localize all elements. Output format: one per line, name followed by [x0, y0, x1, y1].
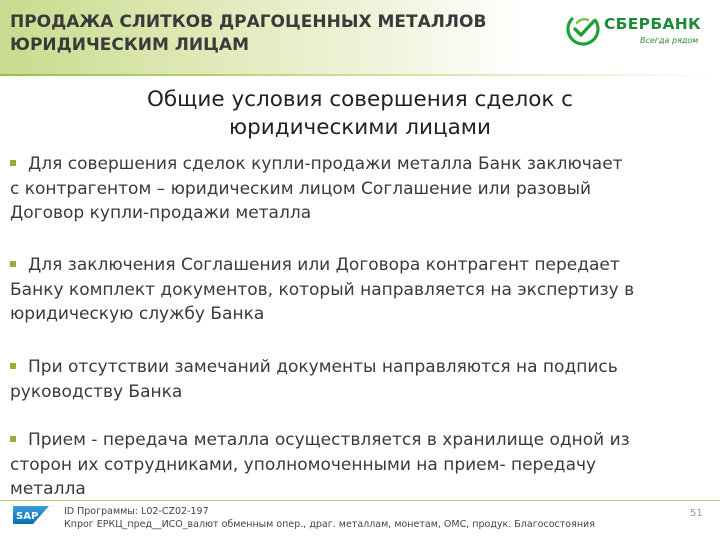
- bullet-text: юридическую службу Банка: [10, 304, 265, 324]
- slide-subtitle-line-2: юридическими лицами: [228, 115, 491, 140]
- bullet-line: [10, 253, 710, 278]
- page-title-line-1: ПРОДАЖА СЛИТКОВ ДРАГОЦЕННЫХ МЕТАЛЛОВ: [10, 12, 487, 32]
- bullet-text: руководству Банка: [10, 381, 183, 402]
- bullet-marker-icon: [10, 261, 16, 267]
- bullet-text: сторон их сотрудниками, уполномоченными на прием- передачу: [10, 454, 597, 475]
- header-divider: [0, 74, 720, 76]
- page-title-line-2: ЮРИДИЧЕСКИМ ЛИЦАМ: [10, 35, 249, 55]
- sap-logo-icon: [13, 506, 49, 524]
- bullet-marker-icon: [10, 436, 16, 442]
- bullet-text: с контрагентом – юридическим лицом Соглашение или разовый: [10, 178, 592, 199]
- bullet-line: [10, 152, 710, 177]
- bullet-marker-icon: [10, 160, 16, 166]
- program-path: Кпрог ЕРКЦ_пред__ИСО_валют обменным опер., драг. металлам, монетам, ОМС, продук. Благосостояния: [64, 519, 595, 530]
- sap-logo-label: SAP: [16, 511, 39, 522]
- bullet-text: При отсутствии замечаний документы направляются на подпись: [28, 357, 618, 377]
- bullet-item: [10, 253, 710, 327]
- bullet-text: Прием - передача металла осуществляется в хранилище одной из: [28, 430, 630, 450]
- logo-name: СБЕРБАНК: [604, 15, 701, 33]
- bullet-item: [10, 428, 710, 502]
- logo-tagline: Всегда рядом: [640, 36, 699, 45]
- sberbank-logo: [566, 12, 716, 52]
- sberbank-logo-icon: [566, 12, 600, 46]
- header-band: [0, 0, 720, 74]
- slide-subtitle-line-1: Общие условия совершения сделок с: [147, 87, 573, 112]
- slide-subtitle: [90, 86, 630, 142]
- page-number: 51: [690, 508, 703, 519]
- bullet-item: [10, 355, 710, 404]
- footer-divider: [0, 500, 720, 501]
- program-id: ID Программы: L02-CZ02-197: [64, 506, 209, 517]
- bullet-line: [10, 428, 710, 453]
- bullet-text: Для совершения сделок купли-продажи металла Банк заключает: [28, 154, 623, 174]
- footer-info: [64, 505, 595, 531]
- bullet-text: Для заключения Соглашения или Договора контрагент передает: [28, 255, 620, 275]
- bullet-line: [10, 355, 710, 380]
- bullet-text: металла: [10, 479, 86, 499]
- page-title: [10, 11, 530, 57]
- bullet-marker-icon: [10, 363, 16, 369]
- bullet-item: [10, 152, 710, 226]
- bullet-text: Банку комплект документов, который направляется на экспертизу в: [10, 279, 635, 300]
- bullet-text: Договор купли-продажи металла: [10, 203, 312, 223]
